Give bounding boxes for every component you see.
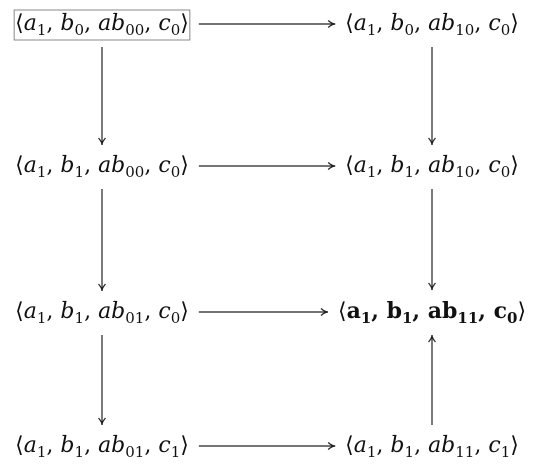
node-n01 — [345, 11, 519, 39]
node-n31 — [345, 433, 519, 461]
nodes — [14, 10, 526, 461]
svg-text:⟨a1, b1, ab10, c0⟩: $⟨a_1$, $b_1$, $ab_{10}$, $c_0⟩$ — [345, 153, 519, 181]
node-n20 — [15, 299, 189, 327]
edges — [102, 24, 432, 446]
node-n11 — [345, 153, 519, 181]
node-n00 — [14, 10, 190, 40]
svg-text:⟨a1, b1, ab00, c0⟩: $⟨a_1$, $b_1$, $ab_{00}$, $c_0⟩$ — [15, 153, 189, 181]
node-n21 — [338, 298, 526, 327]
svg-text:⟨a1, b1, ab11, c0⟩: $⟨a_1$, $b_1$, $ab_{11}$, $c_0⟩$ — [337, 298, 527, 327]
node-n30 — [15, 433, 189, 461]
svg-text:⟨a1, b1, ab01, c1⟩: $⟨a_1$, $b_1$, $ab_{01}$, $c_1⟩$ — [15, 433, 189, 461]
svg-text:⟨a1, b1, ab01, c0⟩: $⟨a_1$, $b_1$, $ab_{01}$, $c_0⟩$ — [15, 299, 189, 327]
node-n10 — [15, 153, 189, 181]
svg-text:⟨a1, b0, ab10, c0⟩: $⟨a_1$, $b_0$, $ab_{10}$, $c_0⟩$ — [345, 11, 519, 39]
svg-text:⟨a1, b0, ab00, c0⟩: $⟨a_1$, $b_0$, $ab_{00}$, $c_0⟩$ — [15, 11, 189, 39]
svg-text:⟨a1, b1, ab11, c1⟩: $⟨a_1$, $b_1$, $ab_{11}$, $c_1⟩$ — [345, 433, 519, 461]
